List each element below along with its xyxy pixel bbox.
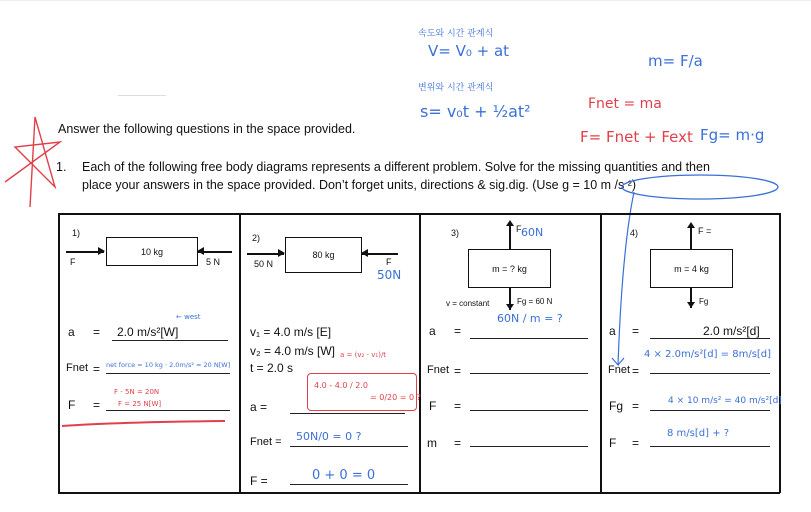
panel-4-fg-eq: = [632, 399, 640, 413]
table-border-right [779, 213, 781, 493]
panel-4-fg-label: Fg [609, 399, 624, 413]
panel-4-fnet-note: 4 × 2.0m/s²[d] = 8m/s[d] [644, 349, 772, 360]
panel-3-a-eq: = [454, 324, 462, 338]
panel-3-m-eq: = [454, 436, 462, 450]
panel-4-mass-box [650, 249, 733, 288]
panel-4-a-eq: = [632, 324, 640, 338]
panel-2-t: t = 2.0 s [250, 361, 294, 375]
panel-2-a-line [290, 413, 405, 414]
panel-2-mass: 80 kg [312, 250, 335, 260]
panel-3-fnet-label: Fnet [427, 364, 450, 376]
panel-3-m-label: m [427, 436, 437, 450]
panel-1-fnet-line [106, 373, 230, 374]
panel-4-f-note: 8 m/s[d] + ? [667, 428, 730, 439]
panel-3-top-force: F [516, 224, 522, 234]
panel-2-right-force: F [386, 257, 392, 267]
panel-2-v2: v₂ = 4.0 m/s [W] [250, 344, 336, 358]
panel-2-calc-box [307, 373, 417, 411]
panel-1-left-force: F [70, 257, 76, 267]
table-border-left [58, 213, 60, 493]
panel-1-a-line [112, 340, 228, 341]
panel-3-bottom-arrowhead-icon [506, 304, 514, 310]
panel-2-left-force: 50 N [254, 259, 274, 269]
panel-2-v1: v₁ = 4.0 m/s [E] [250, 325, 332, 339]
panel-3-fnet-eq: = [454, 364, 462, 378]
panel-4-a-value: 2.0 m/s²[d] [703, 324, 760, 338]
panel-1-fnet-eq: = [93, 362, 101, 376]
panel-2-right-arrowhead-icon [361, 249, 368, 257]
panel-1-a-eq: = [93, 325, 101, 339]
panel-3-m-line [470, 446, 588, 447]
table-divider-3 [600, 213, 602, 493]
panel-1-mass: 10 kg [140, 246, 164, 257]
panel-3-top-arrowhead-icon [506, 220, 514, 226]
panel-3-mass-box [468, 249, 551, 288]
panel-3-number: 3) [451, 228, 460, 238]
panel-4-f-eq: = [632, 436, 640, 450]
panel-3-fnet-line [470, 373, 588, 374]
panel-4-fg: Fg [699, 297, 709, 306]
panel-3-fg: Fg = 60 N [517, 297, 553, 306]
note-ftotal-eq: F= Fnet + Fext [580, 128, 693, 146]
panel-2-fnet-label: Fnet = [250, 436, 282, 448]
panel-1-left-arrowhead-icon [98, 247, 105, 255]
panel-2-f-note: 0 + 0 = 0 [312, 468, 376, 483]
panel-3-top-force-note: 60N [521, 226, 544, 239]
panel-1-mass-box [106, 237, 198, 266]
panel-4-bottom-arrowhead-icon [687, 302, 695, 308]
panel-2-f-label: F = [250, 474, 268, 488]
panel-4-top-arrowhead-icon [687, 222, 695, 228]
panel-3-v-constant: v = constant [446, 299, 490, 308]
panel-2-a-formula-note: a = (v₂ - v₁)/t [340, 351, 387, 359]
panel-1-a-value: 2.0 m/s²[W] [117, 325, 179, 339]
panel-4-f-line [650, 446, 770, 447]
question-line-2: place your answers in the space provided. Don’t forget units, directions & sig.dig. (Use g = 10 m /s ²) [82, 178, 637, 192]
panel-4-mass: m = 4 kg [674, 263, 709, 274]
table-divider-1 [239, 213, 241, 493]
panel-1-f-eq: = [93, 398, 101, 412]
note-mass-eq: m= F/a [648, 52, 703, 70]
panel-2-right-force-note: 50N [377, 268, 402, 282]
panel-3-mass: m = ? kg [492, 263, 527, 274]
panel-2-fnet-note: 50N/0 = 0 ? [296, 430, 362, 443]
panel-2-number: 2) [252, 233, 261, 243]
panel-2-a-label: a = [250, 400, 268, 414]
panel-4-fnet-eq: = [632, 364, 640, 378]
panel-4-fg-line [650, 410, 770, 411]
note-fg-eq: Fg= m·g [700, 126, 765, 144]
panel-3-f-eq: = [454, 399, 462, 413]
table-divider-2 [419, 213, 421, 493]
panel-1-fnet-note: net force = 10 kg · 2.0m/s² = 20 N[W] [106, 361, 231, 369]
note-fnet-eq: Fnet = ma [588, 96, 662, 112]
panel-1-f-note-2: F = 25 N[W] [118, 400, 162, 408]
panel-4-fnet-line [650, 373, 770, 374]
panel-1-f-label: F [68, 398, 76, 412]
faint-mark [118, 95, 166, 96]
note-velocity-eq: V= V₀ + at [428, 42, 510, 60]
question-number: 1. [56, 160, 67, 174]
panel-4-number: 4) [630, 228, 639, 238]
panel-4-fnet-label: Fnet [608, 364, 631, 376]
question-line-1: Each of the following free body diagrams represents a different problem. Solve for the missing quantities and then [82, 160, 710, 174]
panel-2-fnet-line [290, 446, 408, 447]
panel-1-fnet-label: Fnet [66, 362, 89, 374]
panel-3-a-line [470, 338, 588, 339]
panel-4-top-force: F = [698, 226, 712, 236]
top-rule [0, 0, 811, 1]
note-disp-eq: s= v₀t + ½at² [420, 102, 531, 121]
panel-4-fg-note: 4 × 10 m/s² = 40 m/s²[d] [668, 396, 782, 406]
panel-1-red-underline-icon [60, 418, 230, 430]
panel-3-a-note: 60N / m = ? [497, 312, 563, 325]
panel-3-f-label: F [429, 399, 437, 413]
panel-4-a-line [650, 338, 770, 339]
panel-4-a-label: a [609, 324, 616, 338]
panel-1-right-force: 5 N [206, 257, 221, 267]
panel-1-number: 1) [72, 228, 81, 238]
panel-2-left-arrowhead-icon [278, 249, 285, 257]
panel-1-west-note: ← west [176, 313, 201, 321]
panel-2-mass-box [285, 237, 362, 273]
panel-3-f-line [470, 410, 588, 411]
panel-2-calc-note: 4.0 - 4.0 / 2.0 [314, 381, 368, 390]
panel-2-calc-result: = 0/20 = 0 ? [370, 393, 421, 402]
instructions: Answer the following questions in the space provided. [58, 122, 356, 136]
panel-3-a-label: a [429, 324, 436, 338]
panel-1-f-note-1: F - 5N = 20N [114, 388, 160, 396]
note-speed-time-relation: 속도와 시간 관계식 [418, 29, 494, 39]
panel-1-f-line [106, 410, 230, 411]
panel-2-f-line [290, 484, 408, 485]
panel-1-right-arrowhead-icon [197, 247, 204, 255]
panel-3-top-arrow [509, 222, 511, 249]
panel-4-f-label: F [609, 436, 617, 450]
panel-1-a-label: a [68, 325, 75, 339]
note-disp-time-relation: 변위와 시간 관계식 [418, 83, 494, 93]
